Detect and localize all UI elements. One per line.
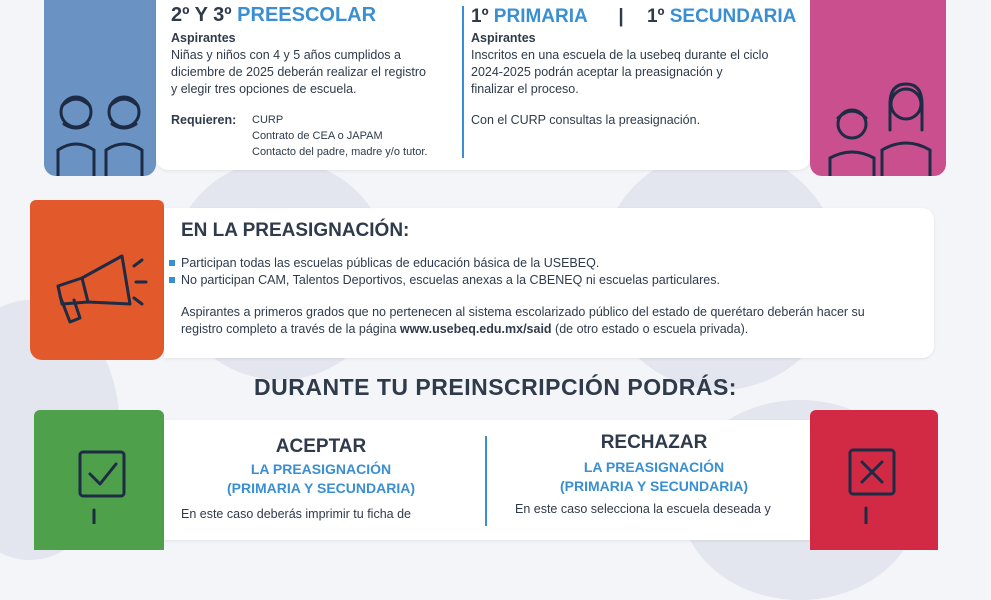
primaria-label: PRIMARIA xyxy=(493,6,588,27)
preasignacion-paragraph-line1: Aspirantes a primeros grados que no pertenecen al sistema escolarizado público del estado de querétaro deberán hacer su xyxy=(181,305,865,319)
primaria-icon-tab xyxy=(810,0,946,176)
durante-title: DURANTE TU PREINSCRIPCIÓN PODRÁS: xyxy=(254,374,737,400)
rechazar-icon-tab xyxy=(810,410,938,550)
preasignacion-bullet: Participan todas las escuelas públicas de educación básica de la USEBEQ. xyxy=(169,255,599,272)
aceptar-subtitle: LA PREASIGNACIÓN xyxy=(250,461,392,477)
heading-separator: | xyxy=(618,6,624,27)
bottom-divider xyxy=(485,436,487,526)
primaria-line3: finalizar el proceso. xyxy=(471,82,579,96)
paragraph-prefix: registro completo a través de la página xyxy=(181,322,397,336)
top-divider xyxy=(462,6,464,158)
rechazar-subtitle: (PRIMARIA Y SECUNDARIA) xyxy=(560,478,748,494)
paragraph-suffix: (de otro estado o escuela privada). xyxy=(555,322,749,336)
rechazar-title: RECHAZAR xyxy=(600,432,708,453)
requirement-item: CURP xyxy=(252,114,284,126)
preasignacion-icon-tab xyxy=(30,200,164,360)
rechazar-subtitle: LA PREASIGNACIÓN xyxy=(583,459,725,475)
megaphone-icon xyxy=(30,200,164,360)
preasignacion-paragraph-line2 xyxy=(181,321,748,338)
preescolar-line1: Niñas y niños con 4 y 5 años cumplidos a xyxy=(171,48,401,62)
preescolar-subheading: Aspirantes xyxy=(171,31,236,45)
preescolar-icon-tab xyxy=(44,0,156,176)
aceptar-title: ACEPTAR xyxy=(275,436,367,457)
usebeq-said-link[interactable]: www.usebeq.edu.mx/said xyxy=(399,322,552,336)
preasignacion-title: EN LA PREASIGNACIÓN: xyxy=(181,220,410,241)
preescolar-level: PREESCOLAR xyxy=(237,4,377,26)
preescolar-heading xyxy=(171,4,376,27)
primaria-subheading: Aspirantes xyxy=(471,31,536,45)
preescolar-grades: 2º Y 3º xyxy=(171,4,232,26)
rechazar-body: En este caso selecciona la escuela deseada y xyxy=(515,502,771,516)
requirement-item: Contrato de CEA o JAPAM xyxy=(252,130,383,142)
preasignacion-bullet: No participan CAM, Talentos Deportivos, escuelas anexas a la CBENEQ ni escuelas particulares. xyxy=(169,272,720,289)
aceptar-subtitle: (PRIMARIA Y SECUNDARIA) xyxy=(227,480,415,496)
requirement-item: Contacto del padre, madre y/o tutor. xyxy=(252,146,428,158)
requires-label: Requieren: xyxy=(171,113,237,127)
accept-checkbox-icon xyxy=(34,410,164,524)
aceptar-icon-tab xyxy=(34,410,164,550)
children-icon xyxy=(44,0,156,176)
secundaria-label: SECUNDARIA xyxy=(669,6,797,27)
primaria-line2: 2024-2025 podrán aceptar la preasignación y xyxy=(471,65,723,79)
primaria-grade: 1º xyxy=(471,6,489,27)
requirements-list xyxy=(252,112,428,160)
students-icon xyxy=(810,0,946,176)
aceptar-body: En este caso deberás imprimir tu ficha de xyxy=(181,507,411,521)
preescolar-line3: y elegir tres opciones de escuela. xyxy=(171,82,357,96)
reject-box-icon xyxy=(810,410,938,524)
preescolar-line2: diciembre de 2025 deberán realizar el registro xyxy=(171,65,427,79)
primaria-line4: Con el CURP consultas la preasignación. xyxy=(471,113,701,127)
primaria-line1: Inscritos en una escuela de la usebeq durante el ciclo xyxy=(471,48,769,62)
secundaria-grade: 1º xyxy=(646,6,665,27)
primaria-secundaria-heading xyxy=(471,6,796,28)
